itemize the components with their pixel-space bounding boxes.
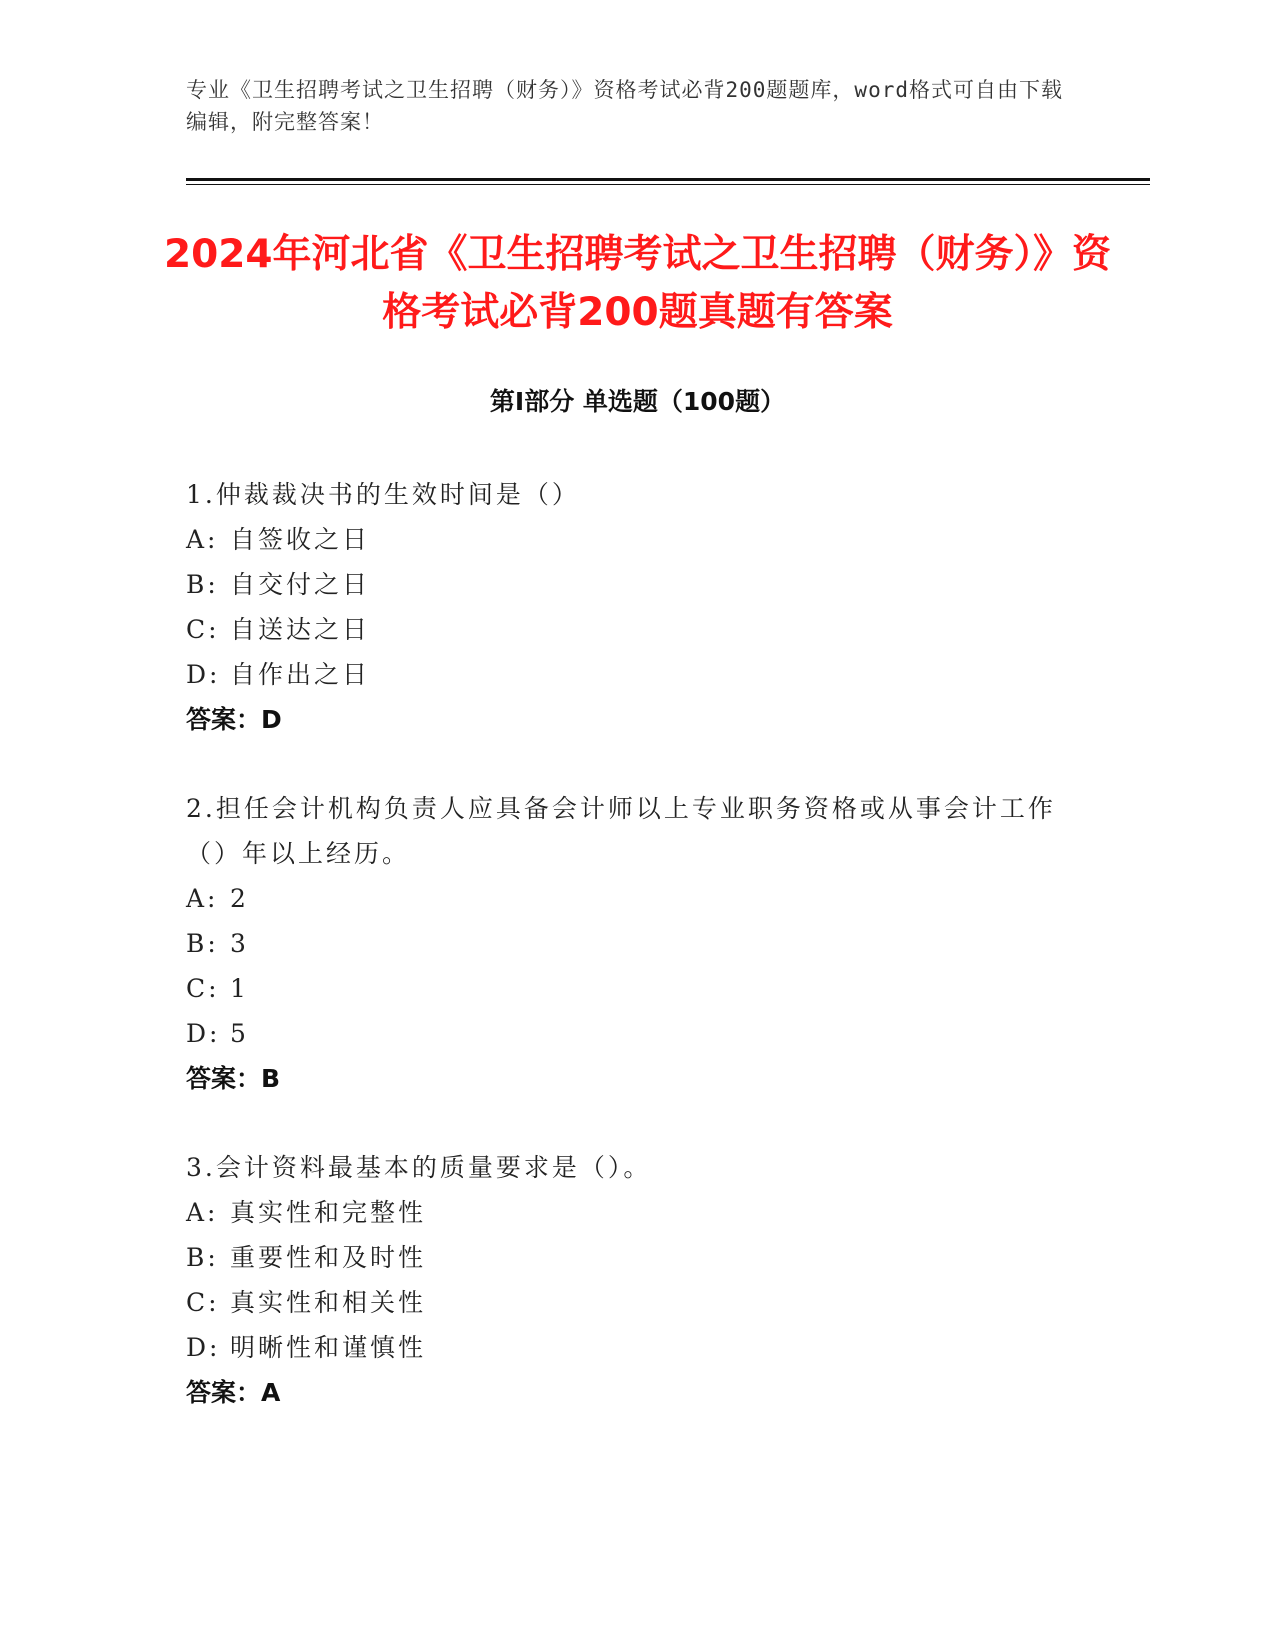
option-c [186,607,1066,652]
question-stem: 1.仲裁裁决书的生效时间是（） [186,480,580,509]
header-divider-thick [186,178,1150,181]
option-text: 自交付之日 [230,570,371,599]
question-item [186,472,1066,742]
question-item [186,1145,1066,1415]
question-stem: 3.会计资料最基本的质量要求是（）。 [186,1153,652,1182]
option-text: 真实性和相关性 [230,1288,427,1317]
section-heading: 第I部分 单选题（100题） [489,387,786,416]
option-d [186,652,1066,697]
header-note: 专业《卫生招聘考试之卫生招聘（财务）》资格考试必背200题题库，word格式可自由下载编辑，附完整答案！ [186,78,1063,134]
answer-line: 答案：B [186,1064,281,1093]
option-a [186,517,1066,562]
option-key: C: [186,974,220,1003]
answer-line: 答案：D [186,705,282,734]
option-key: A: [186,884,219,913]
option-text: 2 [230,884,249,913]
option-b [186,1235,1066,1280]
option-text: 重要性和及时性 [230,1243,427,1272]
option-a [186,876,1066,921]
option-text: 3 [230,929,249,958]
option-d [186,1011,1066,1056]
answer-line: 答案：A [186,1378,281,1407]
question-list [186,472,1066,1459]
option-key: A: [186,1198,219,1227]
option-text: 5 [230,1019,249,1048]
option-text: 自签收之日 [230,525,371,554]
document-title: 2024年河北省《卫生招聘考试之卫生招聘（财务）》资格考试必背200题真题有答案 [163,232,1112,335]
question-item [186,786,1066,1101]
option-text: 1 [230,974,249,1003]
option-b [186,562,1066,607]
option-key: C: [186,615,220,644]
option-c [186,1280,1066,1325]
option-key: C: [186,1288,220,1317]
option-text: 真实性和完整性 [230,1198,427,1227]
option-key: D: [186,1333,221,1362]
option-key: D: [186,1019,221,1048]
option-text: 明晰性和谨慎性 [230,1333,427,1362]
option-c [186,966,1066,1011]
question-stem: 2.担任会计机构负责人应具备会计师以上专业职务资格或从事会计工作（）年以上经历。 [186,794,1056,868]
option-a [186,1190,1066,1235]
option-key: D: [186,660,221,689]
option-text: 自送达之日 [230,615,371,644]
option-key: B: [186,570,219,599]
option-text: 自作出之日 [230,660,371,689]
option-key: A: [186,525,219,554]
header-divider-thin [186,184,1150,185]
option-d [186,1325,1066,1370]
option-b [186,921,1066,966]
option-key: B: [186,1243,219,1272]
option-key: B: [186,929,219,958]
